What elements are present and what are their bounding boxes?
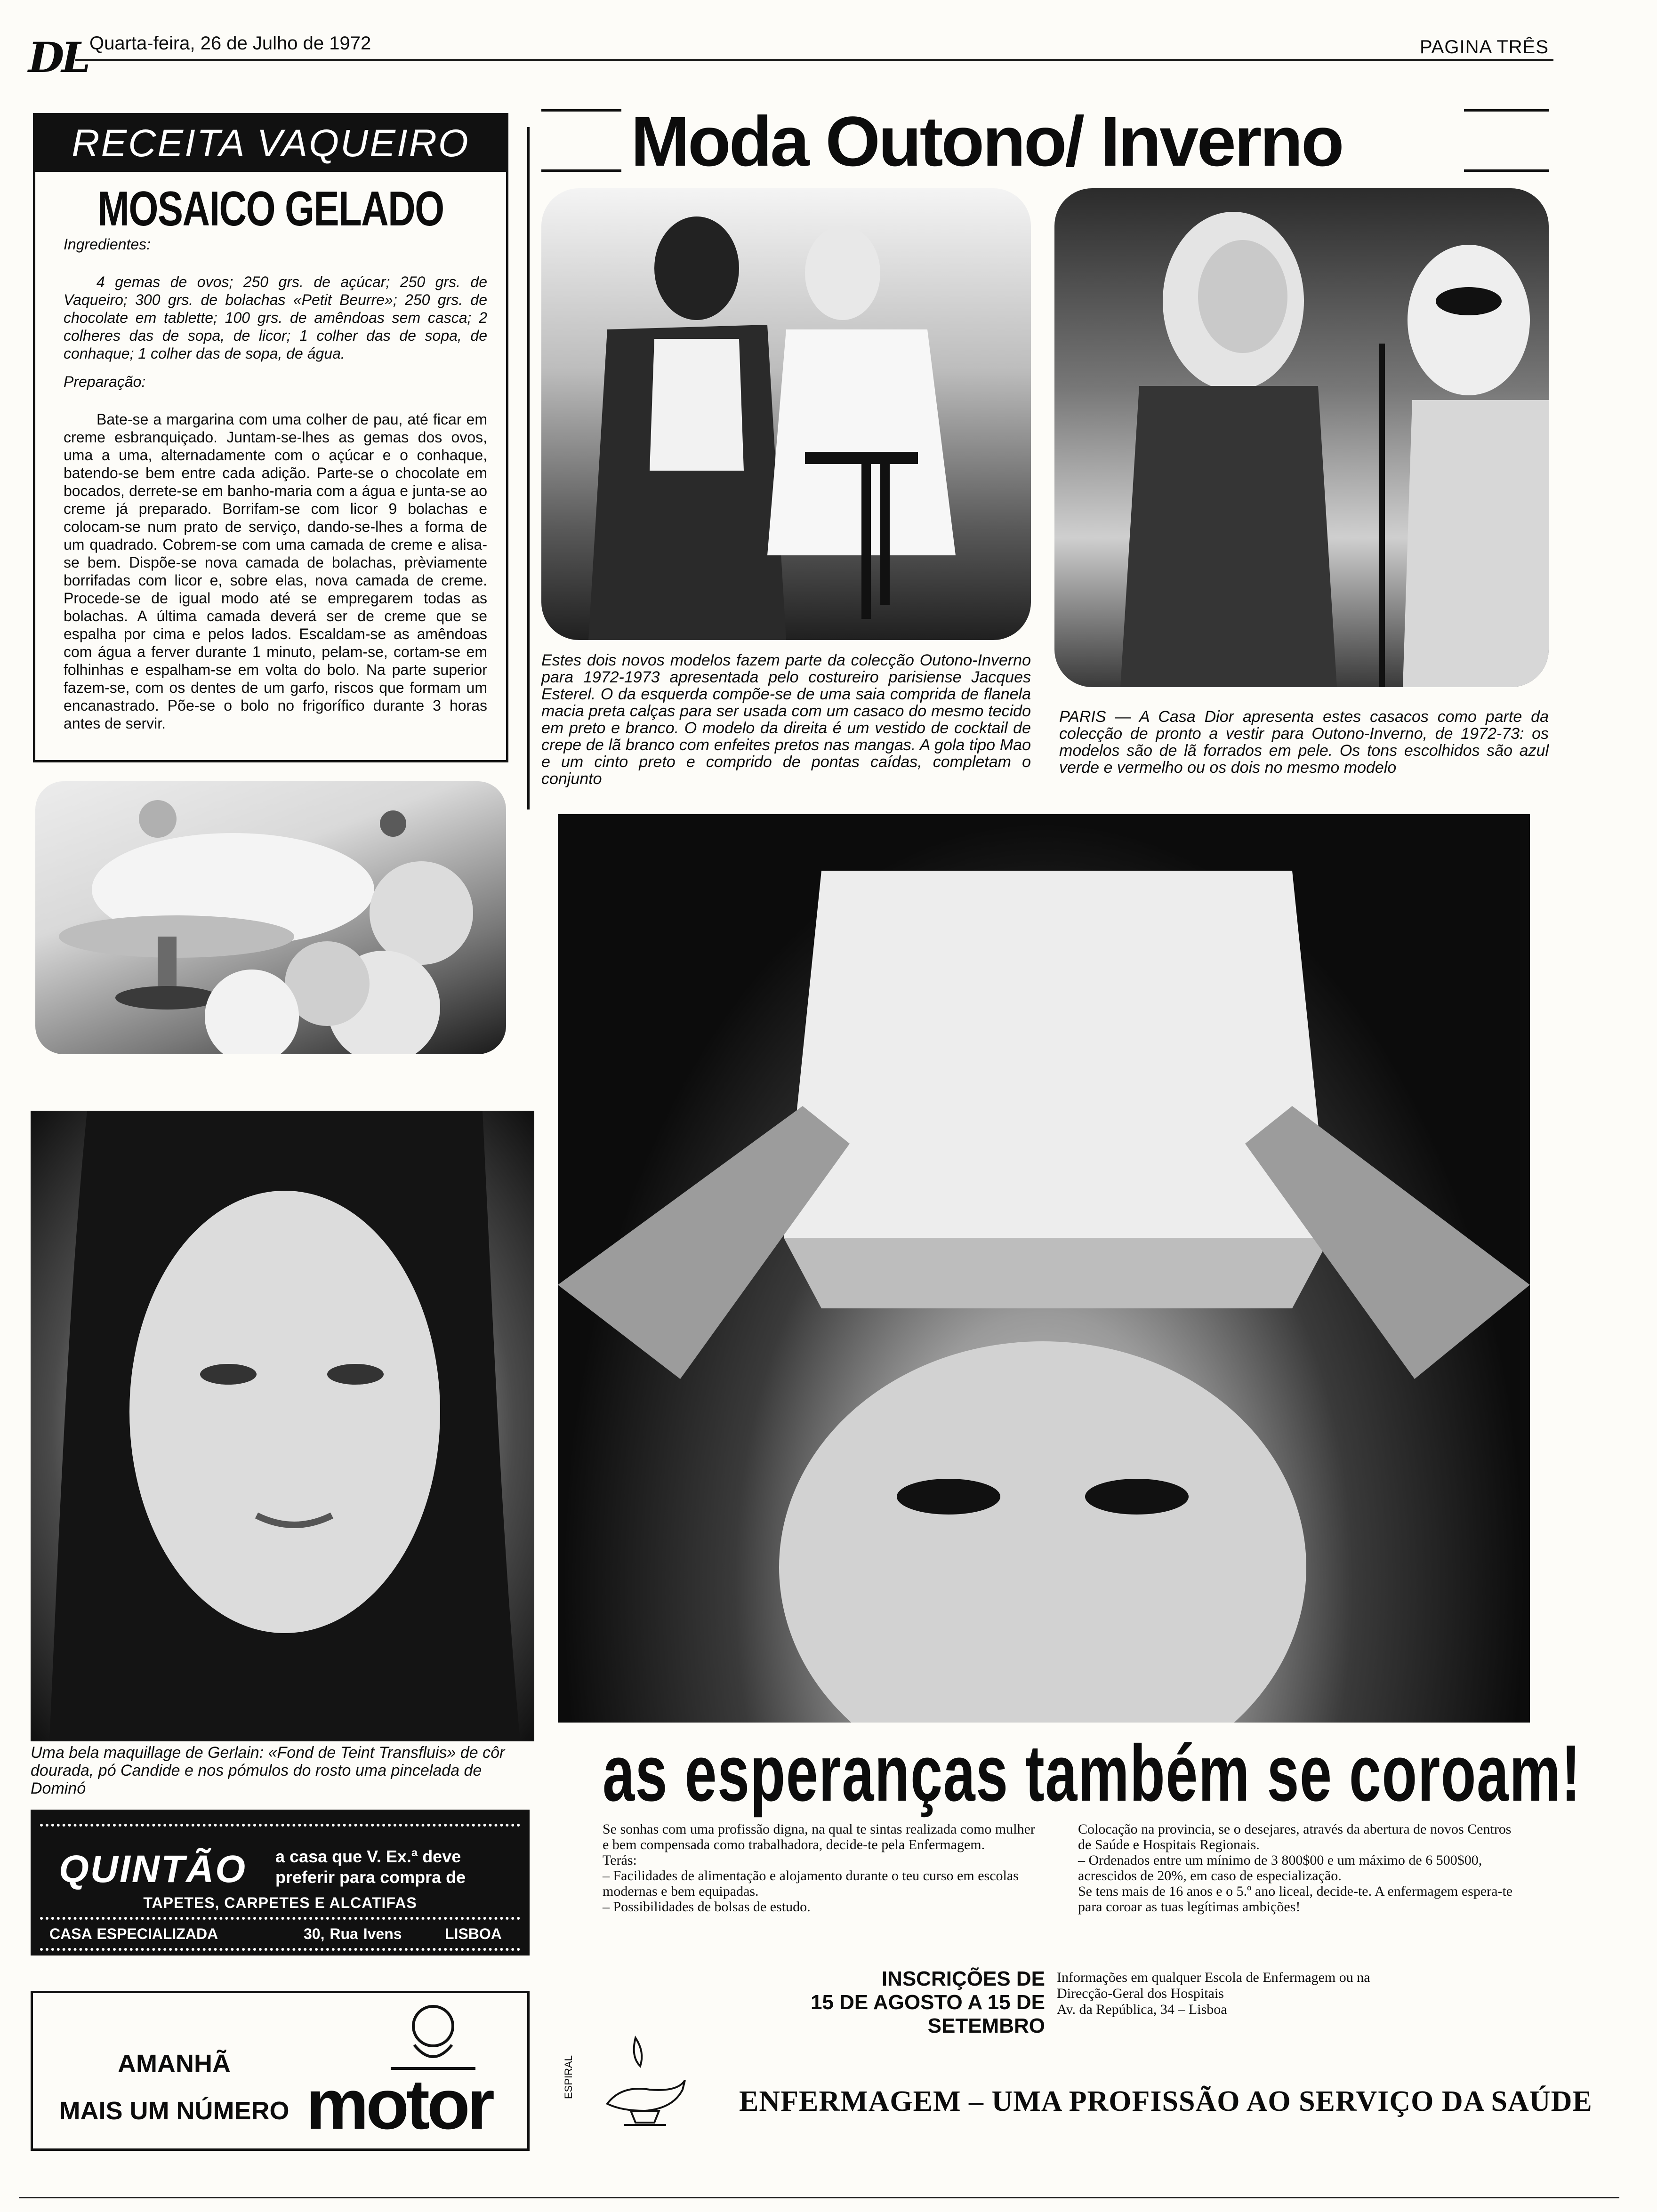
- page-number: PAGINA TRÊS: [1419, 37, 1549, 57]
- fashion-photo-dior: [1054, 188, 1549, 687]
- registration-label: INSCRIÇÕES DE: [881, 1967, 1045, 1990]
- nursing-intro: Se sonhas com uma profissão digna, na qual te sintas realizada como mulher e bem compensada como trabalhadora, decide-te pela Enfermagem.: [603, 1821, 1035, 1852]
- nurse-cap-illustration: [558, 814, 1530, 1723]
- nursing-call-to-action: Se tens mais de 16 anos e o 5.º ano liceal, decide-te. A enfermagem espera-te para coroar as tuas legítimas ambições!: [1078, 1883, 1513, 1915]
- nursing-slogan: ENFERMAGEM – UMA PROFISSÃO AO SERVIÇO DA SAÚDE: [739, 2085, 1593, 2117]
- motor-mascot-icon: [362, 1998, 504, 2073]
- nursing-placement: Colocação na provincia, se o desejares, através da abertura de novos Centros de Saúde e Hospitais Regionais.: [1078, 1821, 1512, 1852]
- agency-credit: ESPIRAL: [563, 2055, 574, 2099]
- column-separator: [527, 127, 530, 809]
- ingredients-label: Ingredientes:: [64, 236, 151, 253]
- caption-dior: PARIS — A Casa Dior apresenta estes casacos como parte da colecção de pronto a vestir para Outono-Inverno, de 1972-73: os modelos são de lã forrados em pele. Os tons escolhidos são azul verde e vermelho ou os dois no mesmo modelo: [1059, 708, 1549, 777]
- quintao-address: 30, Rua Ivens: [304, 1925, 402, 1942]
- nursing-benefit-1: – Facilidades de alimentação e alojamento durante o teu curso em escolas modernas e bem equipadas.: [603, 1868, 1019, 1899]
- preparation-text: Bate-se a margarina com uma colher de pau, até ficar em creme esbranquiçado. Juntam-se-lhes as gemas dos ovos, uma a uma, alternadamente com o açúcar e o conhaque, batendo-se bem entre cada adição. Parte-se o chocolate em bocados, derrete-se em banho-maria com a água e junta-se ao creme já preparado. Borrifam-se com licor 9 bolachas e colocam-se num prato de serviço, dando-se-lhes a forma de um quadrado. Cobrem-se com uma camada de creme e alisa-se bem. Dispõe-se nova camada de bolachas, prèviamente borrifadas com licor e, sobre elas, nova camada de creme. Procede-se de igual modo até se empregarem todas as bolachas. A última camada deverá ser de creme que se espalha por cima e pelos lados. Escaldam-se as amêndoas com água a ferver durante 1 minuto, pelam-se, cortam-se em folhinhas e espalham-se em volta do bolo. Na parte superior fazem-se, com os dentes de um garfo, riscos que formam um encanastrado. Põe-se o bolo no frigorífico durante 3 horas antes de servir.: [64, 411, 487, 732]
- issue-date: Quarta-feira, 26 de Julho de 1972: [89, 33, 371, 54]
- fashion-photo-dior-illustration: [1054, 188, 1549, 687]
- dotted-border-bottom: [40, 1948, 520, 1951]
- dessert-photo-illustration: [35, 781, 506, 1054]
- info-line-3: Av. da República, 34 – Lisboa: [1057, 2002, 1227, 2017]
- quintao-city: LISBOA: [445, 1925, 502, 1942]
- recipe-box: [33, 113, 508, 762]
- ingredients-text: 4 gemas de ovos; 250 grs. de açúcar; 250 grs. de Vaqueiro; 300 grs. de bolachas «Petit Beurre»; 250 grs. de chocolate em tablette; 100 grs. de amêndoas sem casca; 2 colheres das de sopa, de licor; 1 colher das de sopa, de conhaque; 1 colher das de sopa, de água.: [64, 273, 487, 362]
- nursing-benefit-2: – Possibilidades de bolsas de estudo.: [603, 1899, 811, 1915]
- nursing-benefits-label: Terás:: [603, 1852, 637, 1868]
- caption-esterel: Estes dois novos modelos fazem parte da colecção Outono-Inverno para 1972-1973 apresentada pelo costureiro parisiense Jacques Esterel. O da esquerda compõe-se de uma saia comprida de flanela macia preta calças para ser usada com um casaco do mesmo tecido em preto e branco. O modelo da direita é um vestido de cocktail de crepe de lã branco com enfeites pretos nas mangas. A gola tipo Mao e um cinto preto e comprido de pontas caídas, completam o conjunto: [541, 651, 1031, 788]
- nursing-salary: – Ordenados entre um mínimo de 3 800$00 e um máximo de 6 500$00, acrescidos de 20%, em caso de especialização.: [1078, 1852, 1482, 1883]
- portrait-caption: Uma bela maquillage de Gerlain: «Fond de Teint Transfluis» de côr dourada, pó Candide e nos pómulos do rosto uma pincelada de Dominó: [31, 1744, 505, 1797]
- nursing-info: [1057, 1970, 1518, 2018]
- motor-line-1: AMANHÃ: [118, 2050, 231, 2078]
- makeup-portrait-photo: [31, 1111, 534, 1741]
- motor-line-2: MAIS UM NÚMERO: [59, 2097, 290, 2125]
- motor-tagline: [52, 2040, 297, 2134]
- quintao-products: TAPETES, CARPETES E ALCATIFAS: [143, 1894, 417, 1911]
- masthead-rule: [75, 59, 1553, 61]
- title-rule-right-bottom: [1464, 169, 1549, 172]
- registration-period: 15 DE AGOSTO A 15 DE SETEMBRO: [810, 1991, 1045, 2037]
- nursing-right-column: [1078, 1821, 1520, 1915]
- motor-ad: [31, 1991, 530, 2151]
- title-rule-right-top: [1464, 109, 1549, 112]
- quintao-specialty: CASA ESPECIALIZADA: [49, 1925, 218, 1942]
- quintao-name: QUINTÃO: [59, 1848, 247, 1891]
- motor-logo: motor: [306, 2065, 492, 2144]
- nursing-headline: as esperanças também se coroam!: [603, 1729, 1581, 1818]
- fashion-title: Moda Outono/ Inverno: [631, 102, 1343, 181]
- dessert-photo: [35, 781, 506, 1054]
- info-line-2: Direcção-Geral dos Hospitais: [1057, 1986, 1224, 2001]
- newspaper-logo: DL: [28, 33, 88, 82]
- bottom-rule: [19, 2197, 1619, 2198]
- makeup-portrait-illustration: [31, 1111, 534, 1741]
- recipe-body: [64, 235, 487, 743]
- info-line-1: Informações em qualquer Escola de Enfermagem ou na: [1057, 1970, 1370, 1985]
- fashion-photo-esterel-illustration: [541, 188, 1031, 640]
- nursing-left-column: [603, 1821, 1036, 1915]
- title-rule-left-bottom: [541, 169, 621, 172]
- dotted-border-top: [40, 1824, 520, 1827]
- fashion-photo-esterel: [541, 188, 1031, 640]
- nursing-ad-photo: [558, 814, 1530, 1723]
- dotted-border-middle: [40, 1917, 520, 1920]
- recipe-banner: RECEITA VAQUEIRO: [35, 115, 506, 172]
- oil-lamp-icon: [603, 2033, 687, 2132]
- recipe-title: MOSAICO GELADO: [97, 182, 444, 236]
- title-rule-left-top: [541, 109, 621, 112]
- registration-dates: [706, 1967, 1045, 2038]
- quintao-pitch: a casa que V. Ex.ª deve preferir para compra de: [275, 1847, 466, 1887]
- quintao-ad: [31, 1810, 530, 1956]
- preparation-label: Preparação:: [64, 373, 146, 390]
